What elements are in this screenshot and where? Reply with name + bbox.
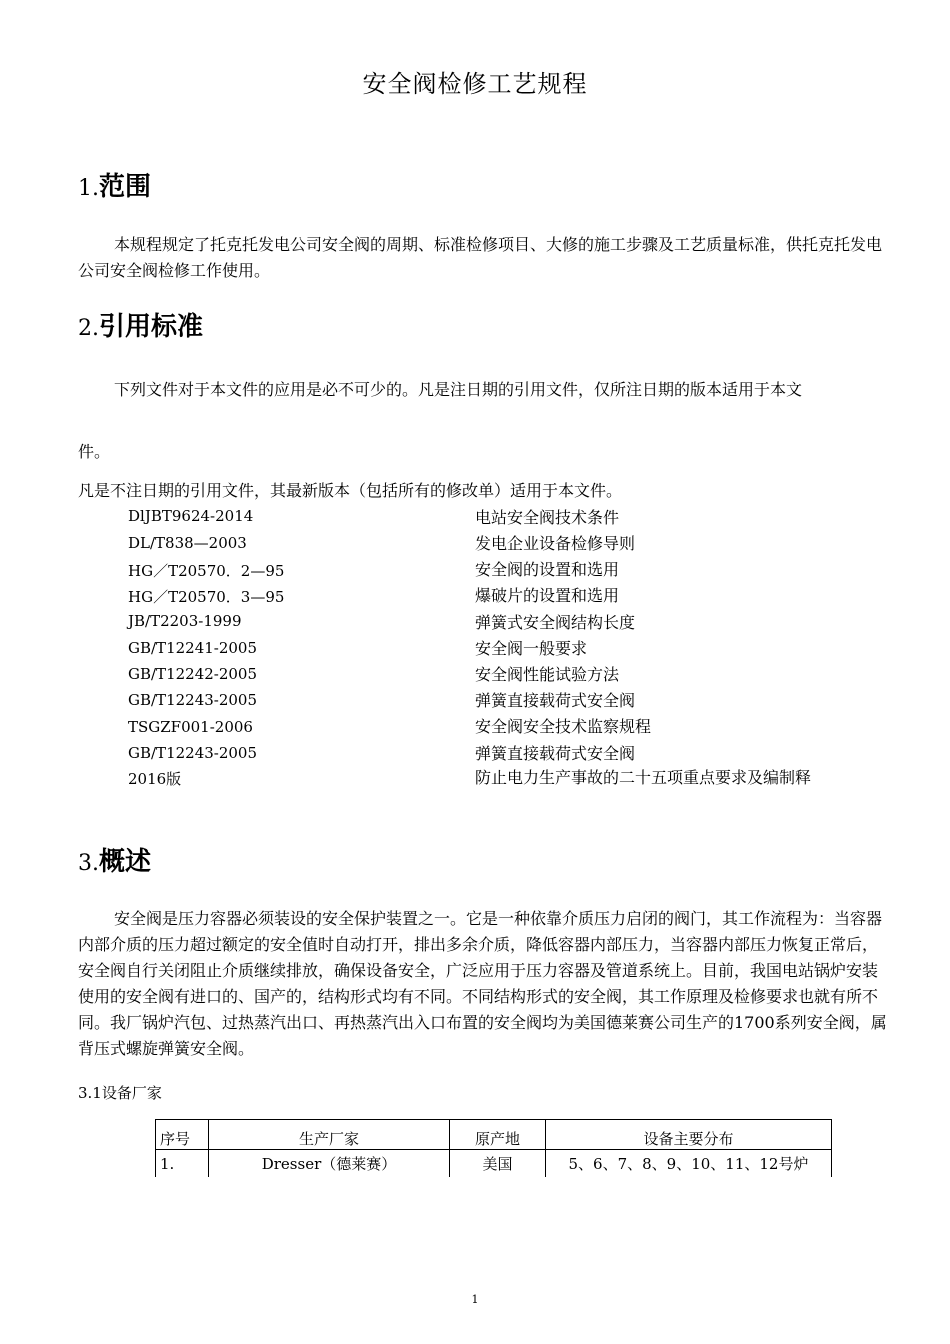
table-header-cell: 生产厂家: [209, 1120, 450, 1150]
reference-code: HG／T20570．3—95: [128, 588, 285, 606]
section-1-body: [78, 232, 893, 284]
reference-code: GB/T12243-2005: [128, 744, 258, 762]
table-cell: 美国: [450, 1150, 546, 1178]
section-1-number: 1.: [78, 176, 99, 201]
table-header-cell: 序号: [156, 1120, 209, 1150]
section-3-text: 安全阀是压力容器必须装设的安全保护装置之一。它是一种依靠介质压力启闭的阀门，其工作流程为：当容器内部介质的压力超过额定的安全值时自动打开，排出多余介质，降低容器内部压力，当容器内部压力恢复正常后，安全阀自行关闭阻止介质继续排放，确保设备安全，广泛应用于压力容器及管道系统上。目前，我国电站锅炉安装使用的安全阀有进口的、国产的，结构形式均有不同。不同结构形式的安全阀，其工作原理及检修要求也就有所不同。我厂锅炉汽包、过热蒸汽出口、再热蒸汽出入口布置的安全阀均为美国德莱赛公司生产的1700系列安全阀，属背压式螺旋弹簧安全阀。: [78, 909, 887, 1058]
section-2-heading: [78, 306, 203, 343]
section-3-title: 概述: [99, 847, 152, 877]
table-cell: 1.: [156, 1150, 209, 1178]
reference-name: 弹簧直接载荷式安全阀: [475, 744, 636, 763]
reference-code: DlJBT9624-2014: [128, 507, 254, 525]
table-row: [156, 1150, 832, 1178]
page-number: 1: [471, 1293, 479, 1306]
reference-name: 安全阀性能试验方法: [475, 665, 620, 684]
reference-code: GB/T12242-2005: [128, 665, 258, 683]
reference-code: HG／T20570．2—95: [128, 562, 285, 580]
reference-code: 2016版: [128, 770, 182, 788]
section-3-heading: [78, 841, 151, 878]
section-3-body: [78, 906, 893, 1062]
reference-code: JB/T2203-1999: [128, 612, 242, 630]
reference-name: 安全阀的设置和选用: [475, 560, 620, 579]
section-1-heading: [78, 166, 151, 203]
document-title: 安全阀检修工艺规程: [362, 70, 588, 98]
reference-code: GB/T12243-2005: [128, 691, 258, 709]
section-3-number: 3.: [78, 851, 99, 876]
reference-name: 弹簧式安全阀结构长度: [475, 613, 636, 632]
table-header-cell: 原产地: [450, 1120, 546, 1150]
table-cell: 5、6、7、8、9、10、11、12号炉: [546, 1150, 832, 1178]
reference-code: GB/T12241-2005: [128, 639, 258, 657]
section-2-title: 引用标准: [99, 312, 204, 342]
reference-name: 爆破片的设置和选用: [475, 586, 620, 605]
reference-code: DL/T838—2003: [128, 534, 247, 552]
reference-name: 安全阀安全技术监察规程: [475, 717, 652, 736]
reference-name: 弹簧直接载荷式安全阀: [475, 691, 636, 710]
reference-name: 发电企业设备检修导则: [475, 534, 636, 553]
section-1-text: 本规程规定了托克托发电公司安全阀的周期、标准检修项目、大修的施工步骤及工艺质量标准，供托克托发电公司安全阀检修工作使用。: [78, 235, 883, 280]
table-cell: Dresser（德莱赛）: [209, 1150, 450, 1178]
section-2-body-line1: 下列文件对于本文件的应用是必不可少的。凡是注日期的引用文件，仅所注日期的版本适用于本文: [114, 380, 803, 399]
section-1-title: 范围: [99, 172, 152, 202]
table-header-row: [156, 1120, 832, 1150]
section-2-number: 2.: [78, 316, 99, 341]
table-header-cell: 设备主要分布: [546, 1120, 832, 1150]
manufacturer-table: [155, 1119, 832, 1177]
reference-name: 安全阀一般要求: [475, 639, 588, 658]
section-2-body-line2: 凡是不注日期的引用文件，其最新版本（包括所有的修改单）适用于本文件。: [78, 481, 623, 500]
reference-name: 防止电力生产事故的二十五项重点要求及编制释: [475, 768, 812, 787]
reference-name: 电站安全阀技术条件: [475, 508, 620, 527]
reference-code: TSGZF001-2006: [128, 718, 253, 736]
section-2-body-line1-tail: 件。: [78, 442, 111, 461]
subsection-3-1-title: 3.1设备厂家: [78, 1084, 162, 1102]
